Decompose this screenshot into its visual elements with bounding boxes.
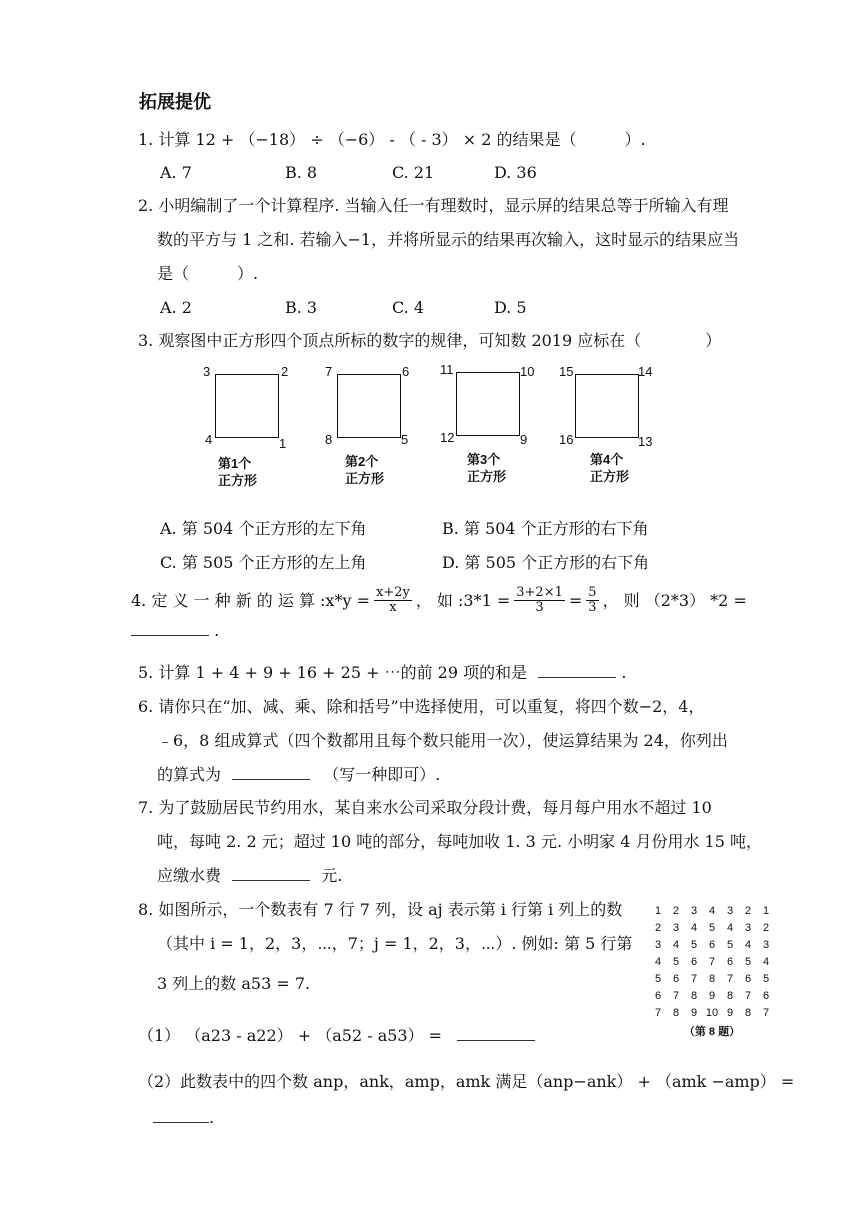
table-cell: 4 (672, 938, 680, 951)
q1-option-c[interactable]: C. 21 (392, 163, 435, 182)
q1-option-b[interactable]: B. 8 (285, 163, 318, 182)
table-row (649, 936, 775, 953)
q1-option-d[interactable]: D. 36 (494, 163, 537, 182)
table-cell: 9 (708, 989, 716, 1002)
table-cell: 2 (762, 921, 770, 934)
q8-part-2-answer-blank[interactable] (153, 1108, 209, 1123)
q7-answer-blank[interactable] (232, 866, 310, 881)
table-cell: 4 (690, 921, 698, 934)
table-cell: 4 (726, 921, 734, 934)
square-2-caption-line-1: 第2个 (345, 454, 379, 469)
square-2-bottom-left: 8 (325, 432, 333, 447)
table-row (649, 902, 775, 919)
table-row (649, 953, 775, 970)
table-cell: 8 (708, 972, 716, 985)
table-cell: 6 (726, 955, 734, 968)
square-4-caption-line-2: 正方形 (590, 469, 630, 484)
table-cell: 3 (726, 904, 734, 917)
q6-line3-prefix: 的算式为 (157, 765, 222, 784)
square-4-bottom-right: 13 (638, 434, 653, 449)
q1-option-a[interactable]: A. 7 (160, 163, 192, 182)
q2-option-c[interactable]: C. 4 (392, 298, 425, 317)
square-4 (575, 374, 639, 438)
table-cell: 7 (654, 1006, 662, 1019)
question-8-line-1: 8. 如图所示，一个数表有 7 行 7 列，设 aj 表示第 i 行第 i 列上的数 (138, 900, 623, 919)
table-cell: 5 (762, 972, 770, 985)
q8-part-1-text: （1） （a23 - a22） + （a52 - a53） = (138, 1026, 443, 1045)
table-cell: 7 (726, 972, 734, 985)
square-1-top-right: 2 (281, 364, 289, 379)
number-table (649, 902, 775, 1021)
q4-fraction-result-denominator: 3 (588, 600, 597, 615)
q4-suffix: ， 则 （2*3） *2 = (602, 590, 747, 610)
table-cell: 3 (690, 904, 698, 917)
q4-fraction-definition-numerator: x+2y (376, 585, 410, 600)
table-cell: 8 (672, 1006, 680, 1019)
square-3-caption-line-1: 第3个 (467, 452, 501, 467)
square-1-bottom-left: 4 (205, 432, 213, 447)
square-4-top-left: 15 (559, 364, 574, 379)
q3-option-d[interactable]: D. 第 505 个正方形的右下角 (442, 553, 650, 572)
question-6-line-2: ﹣6，8 组成算式（四个数都用且每个数只能用一次），使运算结果为 24，你列出 (157, 731, 728, 750)
square-1-caption-line-2: 正方形 (218, 473, 258, 488)
table-cell: 5 (726, 938, 734, 951)
square-3-bottom-right: 9 (520, 432, 528, 447)
table-cell: 3 (672, 921, 680, 934)
q4-fraction-result (586, 586, 598, 615)
table-cell: 2 (654, 921, 662, 934)
table-cell: 6 (762, 989, 770, 1002)
question-2-line-3: 是（ ）. (157, 264, 259, 283)
table-cell: 5 (654, 972, 662, 985)
number-table-caption: （第 8 题） (683, 1026, 741, 1038)
table-cell: 7 (762, 1006, 770, 1019)
question-8-line-2: （其中 i = 1，2，3，⋯，7；j = 1，2，3，⋯）. 例如: 第 5 行第 (157, 934, 633, 953)
question-7-line-3 (157, 866, 342, 886)
square-4-top-right: 14 (638, 364, 653, 379)
table-cell: 6 (708, 938, 716, 951)
question-8-part-2: （2）此数表中的四个数 anp，ank，amp，amk 满足（anp−ank） + （amk −amp） = (138, 1072, 795, 1091)
q2-option-d[interactable]: D. 5 (494, 298, 527, 317)
table-cell: 3 (744, 921, 752, 934)
question-3: 3. 观察图中正方形四个顶点所标的数字的规律，可知数 2019 应标在（ ） (138, 331, 722, 350)
question-6-line-1: 6. 请你只在“加、减、乘、除和括号”中选择使用，可以重复，将四个数−2，4， (138, 697, 705, 716)
question-8-part-1 (138, 1026, 535, 1046)
q4-end: . (214, 621, 220, 640)
q8-part-1-answer-blank[interactable] (457, 1026, 535, 1041)
table-cell: 7 (672, 989, 680, 1002)
table-cell: 7 (708, 955, 716, 968)
square-3-top-right: 10 (520, 364, 535, 379)
table-cell: 5 (744, 955, 752, 968)
square-1-caption-line-1: 第1个 (218, 456, 252, 471)
q5-answer-blank[interactable] (538, 663, 616, 678)
table-cell: 9 (690, 1006, 698, 1019)
q3-option-c[interactable]: C. 第 505 个正方形的左上角 (160, 553, 367, 572)
table-cell: 3 (654, 938, 662, 951)
q2-option-a[interactable]: A. 2 (160, 298, 192, 317)
q2-option-b[interactable]: B. 3 (285, 298, 318, 317)
square-2-bottom-right: 5 (401, 432, 409, 447)
table-cell: 8 (690, 989, 698, 1002)
table-row (649, 970, 775, 987)
table-cell: 5 (672, 955, 680, 968)
table-row (649, 919, 775, 936)
table-cell: 4 (654, 955, 662, 968)
square-3-caption-line-2: 正方形 (467, 469, 507, 484)
square-1-top-left: 3 (203, 364, 211, 379)
q4-answer-line (131, 621, 219, 641)
q8-part-2-answer-line (153, 1108, 214, 1128)
q5-end: . (621, 663, 627, 682)
question-5 (138, 663, 626, 683)
q8-part-2-end: . (209, 1108, 215, 1127)
section-title: 拓展提优 (139, 92, 211, 113)
table-cell: 6 (672, 972, 680, 985)
q3-option-b[interactable]: B. 第 504 个正方形的右下角 (442, 519, 649, 538)
table-cell: 7 (690, 972, 698, 985)
q4-answer-blank[interactable] (131, 621, 209, 636)
table-cell: 5 (708, 921, 716, 934)
question-7-line-1: 7. 为了鼓励居民节约用水，某自来水公司采取分段计费，每月每户用水不超过 10 (138, 798, 712, 817)
q7-line3-prefix: 应缴水费 (157, 866, 222, 885)
q6-line3-suffix: （写一种即可）. (323, 765, 441, 784)
table-cell: 10 (705, 1006, 719, 1019)
q6-answer-blank[interactable] (232, 765, 310, 780)
table-cell: 1 (762, 904, 770, 917)
q7-line3-suffix: 元. (321, 866, 343, 885)
q5-text: 5. 计算 1 + 4 + 9 + 16 + 25 + ⋯的前 29 项的和是 (138, 663, 528, 682)
question-2-line-1: 2. 小明编制了一个计算程序. 当输入任一有理数时，显示屏的结果总等于所输入有理 (138, 196, 729, 215)
question-1: 1. 计算 12 + （−18） ÷ （−6） - （ - 3） × 2 的结果是（ ）. (138, 130, 646, 149)
square-3-bottom-left: 12 (440, 430, 455, 445)
table-cell: 2 (744, 904, 752, 917)
square-4-caption-line-1: 第4个 (590, 452, 624, 467)
q4-fraction-example (514, 586, 565, 615)
table-cell: 4 (744, 938, 752, 951)
q4-equals: = (568, 590, 583, 610)
table-cell: 5 (690, 938, 698, 951)
question-8-line-3: 3 列上的数 a53 = 7. (157, 974, 311, 993)
q4-example-label: ， 如 :3*1 = (415, 590, 511, 610)
square-1 (215, 374, 279, 438)
square-3-top-left: 11 (440, 362, 454, 377)
table-cell: 4 (762, 955, 770, 968)
table-cell: 6 (654, 989, 662, 1002)
table-cell: 4 (708, 904, 716, 917)
question-7-line-2: 吨，每吨 2. 2 元；超过 10 吨的部分，每吨加收 1. 3 元. 小明家 4 月份用水 15 吨， (157, 832, 762, 851)
table-row (649, 1004, 775, 1021)
q4-fraction-result-numerator: 5 (588, 585, 597, 600)
q4-fraction-definition-denominator: x (389, 600, 397, 615)
table-cell: 6 (744, 972, 752, 985)
q4-prefix: 4. 定 义 一 种 新 的 运 算 :x*y = (131, 590, 370, 610)
square-2-caption-line-2: 正方形 (345, 471, 385, 486)
question-2-line-2: 数的平方与 1 之和. 若输入−1，并将所显示的结果再次输入，这时显示的结果应当 (157, 230, 740, 249)
q3-option-a[interactable]: A. 第 504 个正方形的左下角 (160, 519, 367, 538)
table-cell: 2 (672, 904, 680, 917)
square-3 (456, 372, 520, 436)
square-2-top-right: 6 (402, 364, 410, 379)
table-cell: 8 (726, 989, 734, 1002)
q4-fraction-example-denominator: 3 (535, 600, 544, 615)
number-table-figure (649, 902, 775, 1039)
table-cell: 8 (744, 1006, 752, 1019)
square-2-top-left: 7 (325, 364, 333, 379)
question-4 (131, 586, 747, 615)
table-cell: 6 (690, 955, 698, 968)
q4-fraction-definition (374, 586, 412, 615)
square-2 (337, 374, 401, 438)
table-cell: 7 (744, 989, 752, 1002)
question-6-line-3 (157, 765, 440, 785)
table-cell: 9 (726, 1006, 734, 1019)
table-row (649, 987, 775, 1004)
square-1-bottom-right: 1 (279, 436, 287, 451)
square-4-bottom-left: 16 (559, 432, 574, 447)
q4-fraction-example-numerator: 3+2×1 (516, 585, 563, 600)
table-cell: 1 (654, 904, 662, 917)
table-cell: 3 (762, 938, 770, 951)
